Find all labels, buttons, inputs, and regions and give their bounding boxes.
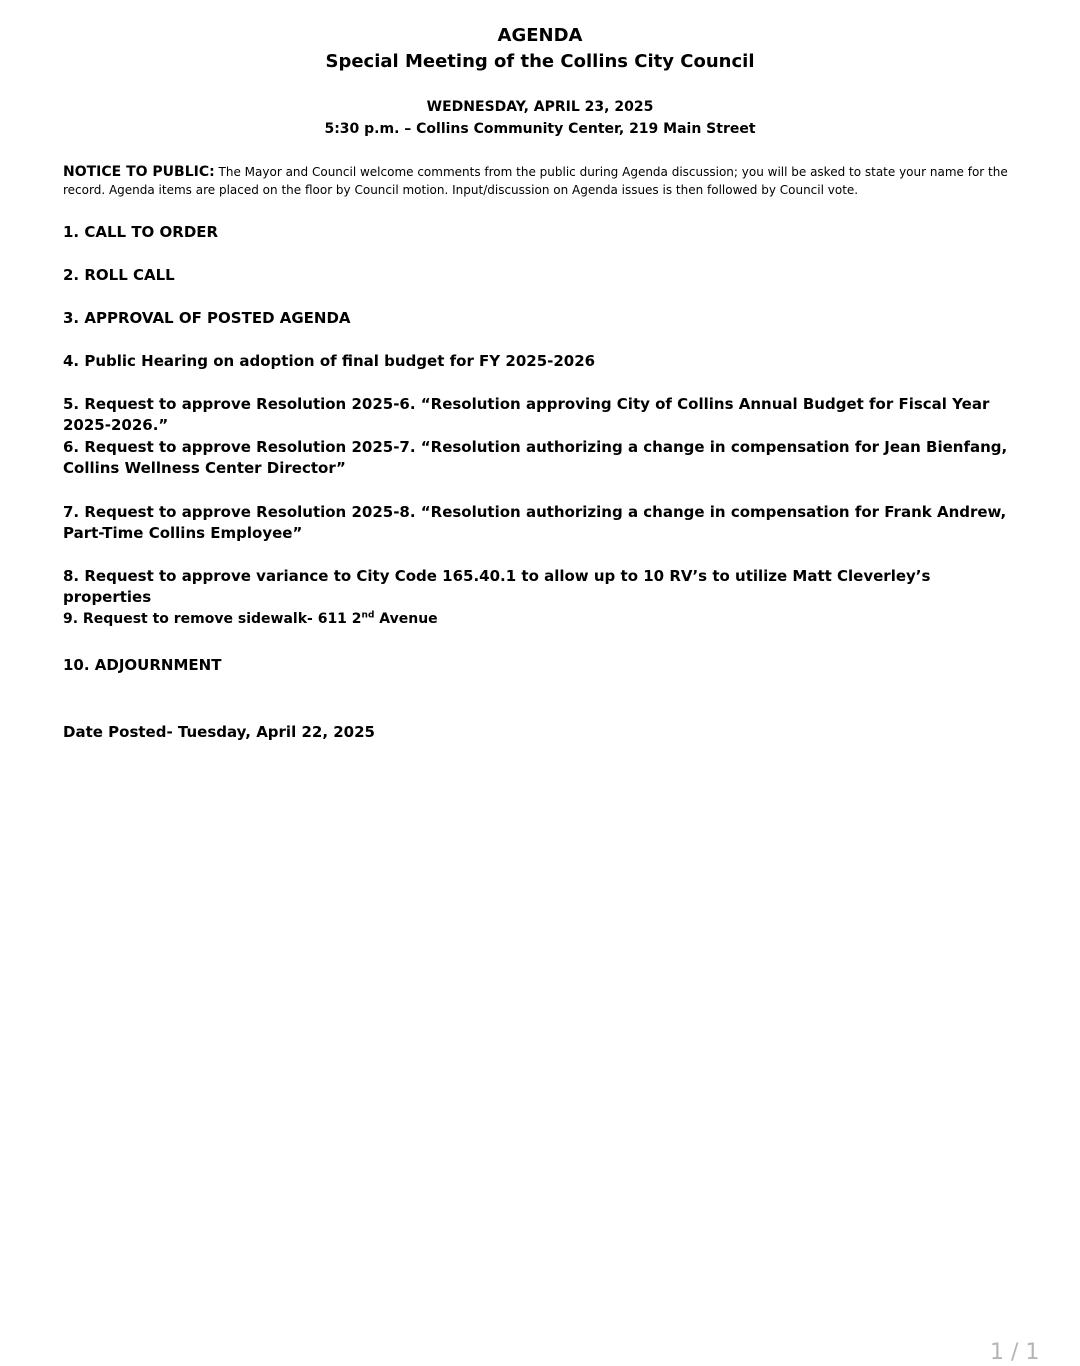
sidewalk-item-superscript: nd [361, 610, 375, 621]
date-posted: Date Posted- Tuesday, April 22, 2025 [63, 723, 375, 741]
sidewalk-item-text-end: Avenue [374, 611, 438, 627]
agenda-item-roll-call: 2. ROLL CALL [63, 266, 175, 284]
agenda-item-adjournment: 10. ADJOURNMENT [63, 656, 222, 674]
agenda-item-resolution-2025-7: 6. Request to approve Resolution 2025-7. “Resolution authorizing a change in compensation for Jean Bienfang, Collins Wellness Center Director” [63, 438, 1008, 477]
meeting-time-location: 5:30 p.m. – Collins Community Center, 219 Main Street [324, 121, 756, 137]
public-notice [63, 163, 1023, 199]
public-notice-label: NOTICE TO PUBLIC: [63, 164, 215, 180]
agenda-item-call-to-order: 1. CALL TO ORDER [63, 223, 219, 241]
meeting-date: WEDNESDAY, APRIL 23, 2025 [426, 99, 654, 115]
agenda-item-public-hearing: 4. Public Hearing on adoption of final budget for FY 2025-2026 [63, 352, 596, 370]
agenda-item-resolution-2025-6: 5. Request to approve Resolution 2025-6. “Resolution approving City of Collins Annual Budget for Fiscal Year 2025-2026.” [63, 395, 990, 434]
public-notice-text: The Mayor and Council welcome comments from the public during Agenda discussion; you will be asked to state your name for the record. Agenda items are placed on the floor by Council motion. Input/discussion on Agenda issues is then followed by Council vote. [63, 165, 1008, 197]
page-counter: 1 / 1 [990, 1340, 1040, 1365]
agenda-item-approval-of-agenda: 3. APPROVAL OF POSTED AGENDA [63, 309, 351, 327]
agenda-item-variance-request: 8. Request to approve variance to City Code 165.40.1 to allow up to 10 RV’s to utilize Matt Cleverley’s properties [63, 567, 931, 606]
agenda-item-sidewalk-removal [63, 609, 1023, 630]
sidewalk-item-text: 9. Request to remove sidewalk- 611 2 [63, 611, 362, 627]
agenda-item-resolution-2025-8: 7. Request to approve Resolution 2025-8. “Resolution authorizing a change in compensation for Frank Andrew, Part-Time Collins Employee” [63, 503, 1007, 542]
document-subtitle: Special Meeting of the Collins City Council [325, 51, 755, 72]
document-title: AGENDA [497, 25, 583, 46]
